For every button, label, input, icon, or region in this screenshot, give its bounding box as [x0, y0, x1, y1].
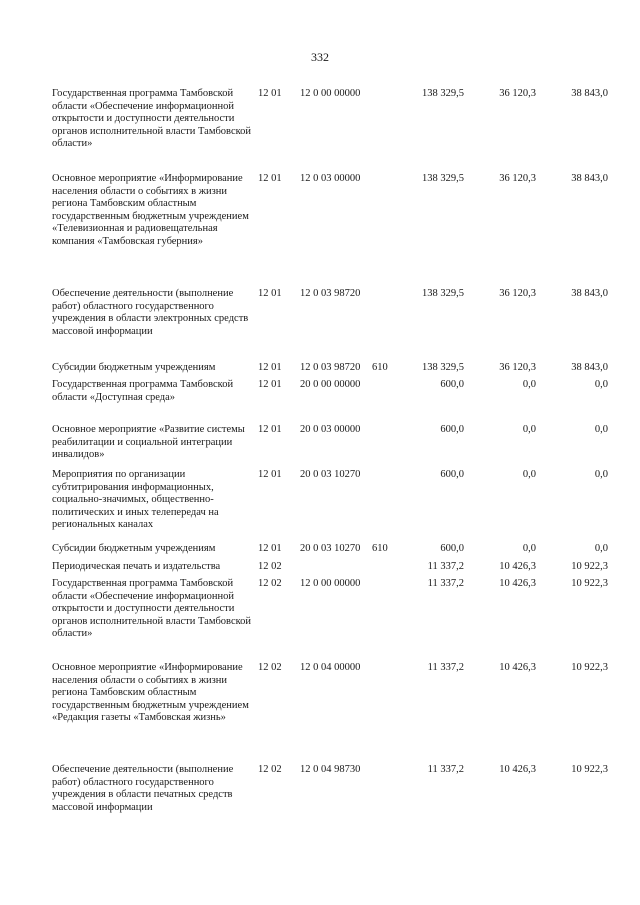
row-name: Периодическая печать и издательства	[52, 561, 221, 572]
section-code: 12 01	[258, 424, 282, 435]
amount-1: 11 337,2	[427, 578, 464, 589]
section-code: 12 01	[258, 288, 282, 299]
amount-3: 0,0	[594, 543, 608, 554]
amount-2: 0,0	[522, 543, 536, 554]
amount-3: 38 843,0	[571, 362, 608, 373]
expense-type-code: 610	[372, 543, 388, 554]
amount-3: 10 922,3	[571, 764, 608, 775]
amount-3: 0,0	[594, 469, 608, 480]
amount-1: 138 329,5	[422, 288, 464, 299]
target-article-code: 20 0 00 00000	[300, 379, 361, 390]
section-code: 12 01	[258, 362, 282, 373]
section-code: 12 02	[258, 662, 282, 673]
section-code: 12 01	[258, 379, 282, 390]
target-article-code: 12 0 03 00000	[300, 173, 361, 184]
amount-2: 0,0	[522, 469, 536, 480]
amount-2: 36 120,3	[499, 173, 536, 184]
target-article-code: 20 0 03 10270	[300, 543, 361, 554]
row-name: Государственная программа Тамбовской области «Доступная среда»	[52, 379, 234, 403]
row-name: Государственная программа Тамбовской области «Обеспечение информационной открытости и доступности деятельности органов исполнительной власти Тамбовской области»	[52, 578, 252, 640]
target-article-code: 20 0 03 10270	[300, 469, 361, 480]
amount-1: 138 329,5	[422, 362, 464, 373]
target-article-code: 12 0 03 98720	[300, 288, 361, 299]
row-name: Мероприятия по организации субтитрирования информационных, социально-значимых, общественно-политических и иных телепередач на региональных каналах	[52, 469, 219, 531]
amount-2: 10 426,3	[499, 662, 536, 673]
amount-1: 600,0	[440, 543, 464, 554]
amount-1: 11 337,2	[427, 561, 464, 572]
section-code: 12 01	[258, 469, 282, 480]
section-code: 12 02	[258, 578, 282, 589]
amount-1: 138 329,5	[422, 173, 464, 184]
amount-1: 138 329,5	[422, 88, 464, 99]
amount-1: 11 337,2	[427, 764, 464, 775]
row-name: Субсидии бюджетным учреждениям	[52, 543, 216, 554]
expense-type-code: 610	[372, 362, 388, 373]
amount-3: 10 922,3	[571, 578, 608, 589]
amount-2: 10 426,3	[499, 561, 536, 572]
amount-1: 600,0	[440, 424, 464, 435]
amount-3: 38 843,0	[571, 288, 608, 299]
row-name: Основное мероприятие «Информирование населения области о событиях в жизни региона Тамбовским областным государственным бюджетным учреждением «Телевизионная и радиовещательная компания «Тамбовская губерния»	[52, 173, 249, 247]
amount-3: 38 843,0	[571, 173, 608, 184]
row-name: Основное мероприятие «Развитие системы реабилитации и социальной интеграции инвалидов»	[52, 424, 245, 461]
target-article-code: 12 0 04 98730	[300, 764, 361, 775]
row-name: Государственная программа Тамбовской области «Обеспечение информационной открытости и доступности деятельности органов исполнительной власти Тамбовской области»	[52, 88, 252, 150]
amount-3: 38 843,0	[571, 88, 608, 99]
target-article-code: 12 0 03 98720	[300, 362, 361, 373]
amount-1: 600,0	[440, 469, 464, 480]
amount-3: 0,0	[594, 424, 608, 435]
section-code: 12 01	[258, 543, 282, 554]
amount-2: 36 120,3	[499, 88, 536, 99]
amount-3: 10 922,3	[571, 561, 608, 572]
amount-1: 11 337,2	[427, 662, 464, 673]
row-name: Обеспечение деятельности (выполнение работ) областного государственного учреждения в области электронных средств массовой информации	[52, 288, 249, 337]
amount-2: 0,0	[522, 424, 536, 435]
row-name: Основное мероприятие «Информирование населения области о событиях в жизни региона Тамбовским областным государственным бюджетным учреждением «Редакция газеты «Тамбовская жизнь»	[52, 662, 249, 724]
section-code: 12 02	[258, 764, 282, 775]
amount-2: 0,0	[522, 379, 536, 390]
amount-2: 10 426,3	[499, 764, 536, 775]
target-article-code: 12 0 00 00000	[300, 578, 361, 589]
amount-2: 36 120,3	[499, 362, 536, 373]
amount-2: 10 426,3	[499, 578, 536, 589]
page-number: 332	[311, 50, 329, 64]
section-code: 12 01	[258, 173, 282, 184]
row-name: Субсидии бюджетным учреждениям	[52, 362, 216, 373]
target-article-code: 12 0 00 00000	[300, 88, 361, 99]
amount-1: 600,0	[440, 379, 464, 390]
amount-3: 10 922,3	[571, 662, 608, 673]
section-code: 12 01	[258, 88, 282, 99]
amount-2: 36 120,3	[499, 288, 536, 299]
target-article-code: 20 0 03 00000	[300, 424, 361, 435]
amount-3: 0,0	[594, 379, 608, 390]
row-name: Обеспечение деятельности (выполнение работ) областного государственного учреждения в области печатных средств массовой информации	[52, 764, 234, 813]
section-code: 12 02	[258, 561, 282, 572]
target-article-code: 12 0 04 00000	[300, 662, 361, 673]
